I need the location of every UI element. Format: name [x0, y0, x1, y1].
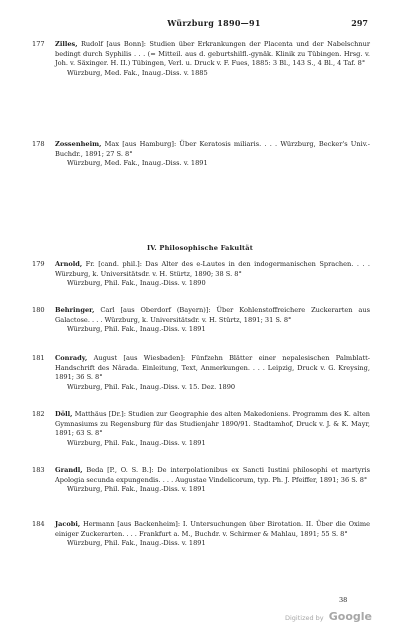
entry-place: Würzburg, Phil. Fak., Inaug.-Diss. v. 1891 [67, 539, 206, 548]
google-logo: Google [328, 610, 372, 623]
entry [32, 40, 370, 78]
entry-place: Würzburg, Phil. Fak., Inaug.-Diss. v. 1891 [67, 485, 206, 494]
entry-text [55, 354, 370, 383]
entry [32, 410, 370, 448]
header-title: Würzburg 1890—91 [167, 18, 261, 28]
author-name: Grandl, [55, 466, 83, 474]
entry-number: 179 [32, 260, 45, 268]
entry-number: 184 [32, 520, 45, 528]
entry-number: 178 [32, 140, 45, 148]
section-heading: IV. Philosophische Fakultät [146, 244, 254, 252]
entry-body: Beda [P., O. S. B.]: De interpolationibus ex Sancti Iustini philosophi et martyris Apologia secunda expungendis. . . . Augustae Vindelicorum, typ. Ph. J. Pfeiffer, 1891; 36 S. 8° [55, 466, 370, 484]
entry-body: August [aus Wiesbaden]: Fünfzehn Blätter einer nepalesischen Palmblatt-Handschrift des Nârada. Einleitung, Text, Anmerkungen. . . . Leipzig, Druck v. G. Kreysing, 1891; 36 S. 8° [55, 354, 370, 382]
entry-place: Würzburg, Med. Fak., Inaug.-Diss. v. 1885 [67, 68, 208, 77]
entry-number: 182 [32, 410, 45, 418]
entry-text [55, 140, 370, 159]
entry-text [55, 520, 370, 539]
entry-place: Würzburg, Phil. Fak., Inaug.-Diss. v. 1890 [67, 279, 206, 288]
entry [32, 466, 370, 495]
entry-body: Max [aus Hamburg]: Über Keratosis miliaris. . . . Würzburg, Becker's Univ.-Buchdr., 1891; 27 S. 8° [55, 140, 370, 158]
digitized-watermark [285, 605, 372, 624]
entry-body: Hermann [aus Backenheim]: I. Untersuchungen über Birotation. II. Über die Oxime einiger Zuckerarten. . . . Frankfurt a. M., Buchdr. v. Schirmer & Mahlau, 1891; 55 S. 8° [55, 520, 370, 538]
entry [32, 520, 370, 549]
author-name: Zilles, [55, 40, 78, 48]
entry-place: Würzburg, Phil. Fak., Inaug.-Diss. v. 15. Dez. 1890 [67, 382, 236, 391]
watermark-prefix: Digitized by [284, 614, 324, 622]
author-name: Jacobi, [55, 520, 81, 528]
entry [32, 260, 370, 289]
entry-body: Rudolf [aus Bonn]: Studien über Erkrankungen der Placenta und der Nabelschnur bedingt durch Syphilis . . . (= Mitteil. aus d. geburtshilfl.-gynäk. Klinik zu Tübingen. Hrsg. v. Joh. v. Säxinger. H. II.) Tübingen, Verl. u. Druck v. F. Fues, 1885: 3 Bl., 143 S., 4 Bl., 4 Taf. 8° [55, 40, 370, 68]
entry [32, 354, 370, 392]
entry-body: Matthäus [Dr.]: Studien zur Geographie des alten Makedoniens. Programm des K. alten Gymnasiums zu Regensburg für das Studienjahr 1890/91. Stadtamhof, Druck v. J. & K. Mayr, 1891; 63 S. 8° [55, 410, 370, 438]
entry [32, 306, 370, 335]
entry-text [55, 410, 370, 439]
page-number: 297 [351, 18, 368, 28]
entry-number: 181 [32, 354, 45, 362]
entry-number: 177 [32, 40, 45, 48]
author-name: Behringer, [55, 306, 95, 314]
entry-place: Würzburg, Phil. Fak., Inaug.-Diss. v. 1891 [67, 325, 206, 334]
entry-body: Carl [aus Oberdorf (Bayern)]: Über Kohlenstoffreichere Zuckerarten aus Galactose. . . . Würzburg, k. Universitätsdr. v. H. Stürtz, 1891; 31 S. 8° [55, 306, 370, 324]
entry [32, 140, 370, 169]
entry-body: Fr. [cand. phil.]: Das Alter des e-Lautes in den indogermanischen Sprachen. . . . Würzburg, k. Universitätsdr. v. H. Stürtz, 1890; 38 S. 8° [55, 260, 370, 278]
entry-place: Würzburg, Phil. Fak., Inaug.-Diss. v. 1891 [67, 438, 206, 447]
signature-mark: 38 [339, 596, 348, 604]
entry-text [55, 40, 370, 69]
entry-number: 180 [32, 306, 45, 314]
author-name: Zossenheim, [55, 140, 102, 148]
entry-number: 183 [32, 466, 45, 474]
author-name: Arnold, [55, 260, 83, 268]
running-header [60, 18, 368, 32]
author-name: Conrady, [55, 354, 88, 362]
entry-text [55, 260, 370, 279]
entry-place: Würzburg, Med. Fak., Inaug.-Diss. v. 1891 [67, 159, 208, 168]
author-name: Döll, [55, 410, 73, 418]
entry-text [55, 306, 370, 325]
entry-text [55, 466, 370, 485]
